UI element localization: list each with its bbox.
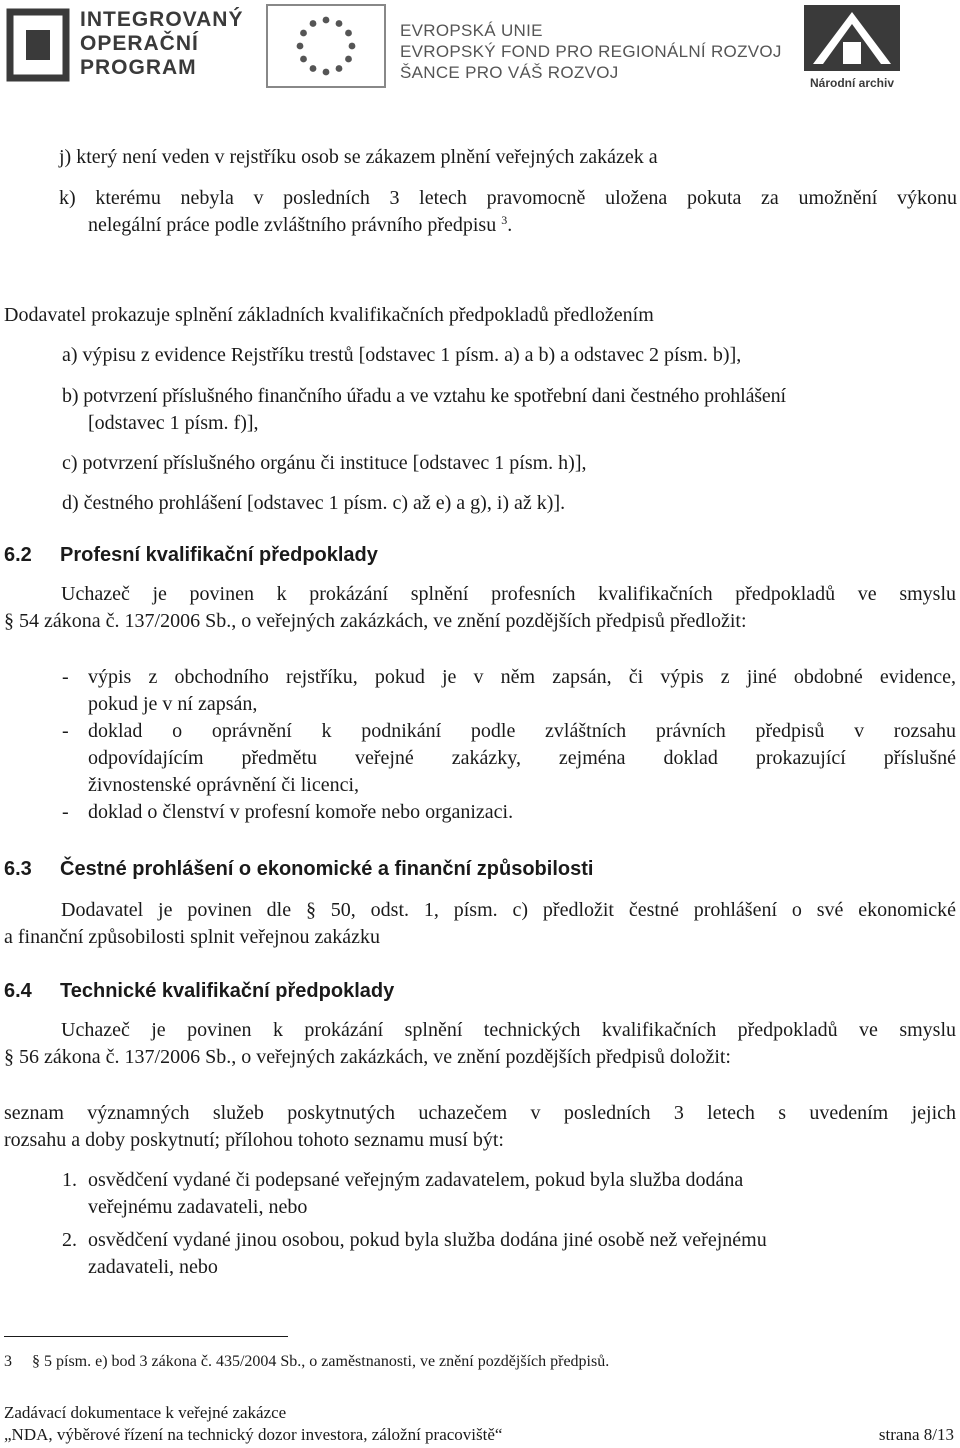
iop-logo-mark <box>6 8 70 82</box>
narodni-archiv-label: Národní archiv <box>809 76 895 90</box>
narodni-archiv-mark-icon <box>803 4 901 72</box>
eu-flag <box>266 4 386 88</box>
section-number: 6.3 <box>4 858 32 880</box>
section-6-4-para-line-1: Uchazeč je povinen k prokázání splnění technických kvalifikačních předpokladů ve smyslu <box>61 1019 956 1041</box>
proof-item-b: b) potvrzení příslušného finančního úřadu a ve vztahu ke spotřební dani čestného prohlášení <box>62 385 786 407</box>
eu-text-line-1: EVROPSKÁ UNIE <box>400 21 543 40</box>
numbered-item-2-line-2: zadavateli, nebo <box>88 1256 218 1278</box>
services-list-intro-line-1: seznam významných služeb poskytnutých uchazečem v posledních 3 letech s uvedením jejich <box>4 1102 956 1124</box>
numbered-item-1-line-2: veřejnému zadavateli, nebo <box>88 1196 308 1218</box>
numbered-item-marker: 2. <box>62 1229 77 1251</box>
numbered-item-2-line-1: osvědčení vydané jinou osobou, pokud byla služba dodána jiné osobě než veřejnému <box>88 1229 767 1251</box>
list-item-j: j) který není veden v rejstříku osob se zákazem plnění veřejných zakázek a <box>59 146 658 168</box>
footnote-ref[interactable]: 3 <box>501 213 508 227</box>
section-number: 6.4 <box>4 980 32 1002</box>
proof-item-c: c) potvrzení příslušného orgánu či instituce [odstavec 1 písm. h)], <box>62 452 587 474</box>
bullet-dash: - <box>62 720 69 742</box>
section-heading-6-2 <box>4 543 378 567</box>
section-6-3-para-line-1: Dodavatel je povinen dle § 50, odst. 1, písm. c) předložit čestné prohlášení o své ekonomické <box>61 899 956 921</box>
list-item-k-line-1: k) kterému nebyla v posledních 3 letech pravomocně uložena pokuta za umožnění výkonu <box>59 187 957 209</box>
requirement-item-2-line-3: živnostenské oprávnění či licenci, <box>88 774 360 796</box>
section-6-2-para-line-1: Uchazeč je povinen k prokázání splnění profesních kvalifikačních předpokladů ve smyslu <box>61 583 956 605</box>
requirement-item-1-line-2: pokud je v ní zapsán, <box>88 693 258 715</box>
section-heading-6-4 <box>4 979 394 1003</box>
proof-item-a: a) výpisu z evidence Rejstříku trestů [odstavec 1 písm. a) a b) a odstavec 2 písm. b)], <box>62 344 742 366</box>
section-title: Technické kvalifikační předpoklady <box>60 980 395 1002</box>
iop-logo-line-3: PROGRAM <box>80 56 197 79</box>
footer-contract-name: „NDA, výběrové řízení na technický dozor investora, záložní pracoviště“ <box>4 1425 503 1444</box>
footnote-separator <box>4 1336 288 1337</box>
iop-logo <box>6 6 256 84</box>
section-title: Čestné prohlášení o ekonomické a finanční způsobilosti <box>60 858 594 880</box>
footnote-text: § 5 písm. e) bod 3 zákona č. 435/2004 Sb., o zaměstnanosti, ve znění pozdějších předpisů. <box>32 1353 610 1370</box>
section-number: 6.2 <box>4 544 32 566</box>
eu-text-line-3: ŠANCE PRO VÁŠ ROZVOJ <box>400 63 619 82</box>
iop-logo-line-1: INTEGROVANÝ <box>80 8 244 31</box>
services-list-intro-line-2: rozsahu a doby poskytnutí; přílohou tohoto seznamu musí být: <box>4 1129 504 1151</box>
requirement-item-1-line-1: výpis z obchodního rejstříku, pokud je v něm zapsán, či výpis z jiné obdobné evidence, <box>88 666 956 688</box>
bullet-dash: - <box>62 666 69 688</box>
footnote-number: 3 <box>4 1353 12 1370</box>
list-item-k-line-2: nelegální práce podle zvláštního právního předpisu $^3$. <box>88 213 513 236</box>
proof-intro: Dodavatel prokazuje splnění základních kvalifikačních předpokladů předložením <box>4 304 654 326</box>
requirement-item-2-line-2: odpovídajícím předmětu veřejné zakázky, zejména doklad prokazující příslušné <box>88 747 956 769</box>
proof-item-d: d) čestného prohlášení [odstavec 1 písm. c) až e) a g), i) až k)]. <box>62 492 566 514</box>
bullet-dash: - <box>62 801 69 823</box>
numbered-item-1-line-1: osvědčení vydané či podepsané veřejným zadavatelem, pokud byla služba dodána <box>88 1169 744 1191</box>
section-6-3-para-line-2: a finanční způsobilosti splnit veřejnou zakázku <box>4 926 381 948</box>
eu-text-line-2: EVROPSKÝ FOND PRO REGIONÁLNÍ ROZVOJ <box>400 42 782 61</box>
page-number: strana 8/13 <box>878 1425 954 1444</box>
proof-item-b-cont: [odstavec 1 písm. f)], <box>88 412 259 434</box>
section-heading-6-3 <box>4 857 593 881</box>
narodni-archiv-logo <box>800 4 904 96</box>
section-title: Profesní kvalifikační předpoklady <box>60 544 378 566</box>
section-6-4-para-line-2: § 56 zákona č. 137/2006 Sb., o veřejných zakázkách, ve znění pozdějších předpisů doložit: <box>4 1046 731 1068</box>
section-6-2-para-line-2: § 54 zákona č. 137/2006 Sb., o veřejných zakázkách, ve znění pozdějších předpisů předložit: <box>4 610 747 632</box>
footer-doc-title: Zadávací dokumentace k veřejné zakázce <box>4 1403 287 1422</box>
requirement-item-3: doklad o členství v profesní komoře nebo organizaci. <box>88 801 514 823</box>
iop-logo-line-2: OPERAČNÍ <box>80 32 199 55</box>
numbered-item-marker: 1. <box>62 1169 77 1191</box>
requirement-item-2-line-1: doklad o oprávnění k podnikání podle zvláštních právních předpisů v rozsahu <box>88 720 956 742</box>
eu-stars-icon <box>268 6 384 86</box>
